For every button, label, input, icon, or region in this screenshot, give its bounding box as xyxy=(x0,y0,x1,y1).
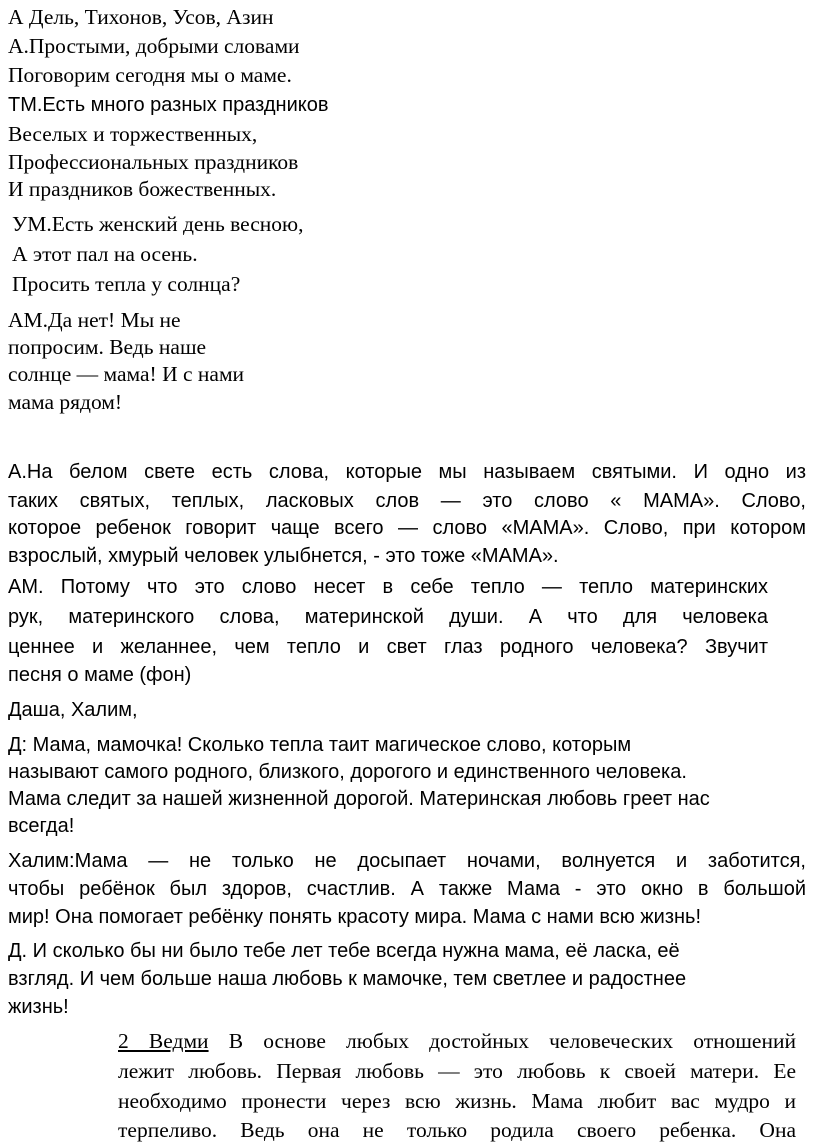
text-line: Д: Мама, мамочка! Сколько тепла таит магическое слово, которым xyxy=(8,734,632,756)
text-line: Просить тепла у солнца? xyxy=(12,272,241,296)
text-line: Даша, Халим, xyxy=(8,699,138,721)
text-line: мама рядом! xyxy=(8,390,123,414)
text-line: которое ребенок говорит чаще всего — слово «МАМА». Слово, при котором xyxy=(8,517,806,539)
text-line: Мама следит за нашей жизненной дорогой. Материнская любовь греет нас xyxy=(8,788,710,810)
text-line: мир! Она помогает ребёнку понять красоту мира. Мама с нами всю жизнь! xyxy=(8,906,702,928)
text-line: попросим. Ведь наше xyxy=(8,335,207,359)
text-run: В основе любых достойных человеческих отношений xyxy=(228,1029,796,1053)
text-line: И праздников божественных. xyxy=(8,177,277,201)
text-line: песня о маме (фон) xyxy=(8,664,192,686)
text-line: таких святых, теплых, ласковых слов — это слово « МАМА». Слово, xyxy=(8,490,806,512)
text-line: терпеливо. Ведь она не только родила своего ребенка. Она xyxy=(118,1118,796,1142)
text-line: Халим:Мама — не только не досыпает ночами, волнуется и заботится, xyxy=(8,850,806,872)
text-line: Д. И сколько бы ни было тебе лет тебе всегда нужна мама, её ласка, её xyxy=(8,940,680,962)
text-line: АМ.Да нет! Мы не xyxy=(8,308,181,332)
text-line: А этот пал на осень. xyxy=(12,242,198,266)
section-label: 2 Ведми xyxy=(118,1029,209,1053)
text-line: Поговорим сегодня мы о маме. xyxy=(8,63,292,87)
text-line: А.На белом свете есть слова, которые мы называем святыми. И одно из xyxy=(8,461,806,483)
text-line: А Дель, Тихонов, Усов, Азин xyxy=(8,5,274,29)
text-line: УМ.Есть женский день весною, xyxy=(12,212,304,236)
text-line: рук, материнского слова, материнской души. А что для человека xyxy=(8,606,768,628)
text-line: А.Простыми, добрыми словами xyxy=(8,34,300,58)
text-line: солнце — мама! И с нами xyxy=(8,362,245,386)
text-line: Веселых и торжественных, xyxy=(8,122,258,146)
text-line: АМ. Потому что это слово несет в себе тепло — тепло материнских xyxy=(8,576,768,598)
text-line: называют самого родного, близкого, дорогого и единственного человека. xyxy=(8,761,687,783)
text-line: лежит любовь. Первая любовь — это любовь к своей матери. Ее xyxy=(118,1059,796,1083)
text-line: ТМ.Есть много разных праздников xyxy=(8,94,329,116)
text-line xyxy=(118,1028,796,1054)
text-line: жизнь! xyxy=(8,996,69,1018)
text-line: взрослый, хмурый человек улыбнется, - это тоже «МАМА». xyxy=(8,545,559,567)
text-line: Профессиональных праздников xyxy=(8,150,299,174)
text-line: всегда! xyxy=(8,815,75,837)
text-line: необходимо пронести через всю жизнь. Мама любит вас мудро и xyxy=(118,1089,796,1113)
text-line: взгляд. И чем больше наша любовь к мамочке, тем светлее и радостнее xyxy=(8,968,687,990)
text-line: чтобы ребёнок был здоров, счастлив. А также Мама - это окно в большой xyxy=(8,878,806,900)
text-line: ценнее и желаннее, чем тепло и свет глаз родного человека? Звучит xyxy=(8,636,768,658)
